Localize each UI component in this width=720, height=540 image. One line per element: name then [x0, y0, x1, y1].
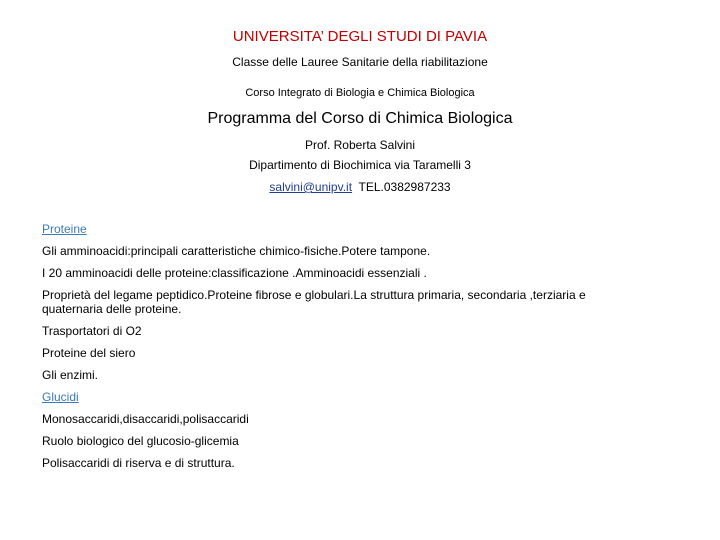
- list-item: Proprietà del legame peptidico.Proteine fibrose e globulari.La struttura primaria, secondaria ,terziaria e quaternaria delle proteine.: [42, 288, 586, 316]
- degree-class: Classe delle Lauree Sanitarie della riabilitazione: [232, 55, 488, 69]
- email-link[interactable]: salvini@unipv.it: [269, 180, 353, 194]
- professor-name: Prof. Roberta Salvini: [304, 138, 416, 152]
- list-item: Ruolo biologico del glucosio-glicemia: [42, 434, 239, 448]
- contact-line: [0, 180, 720, 194]
- list-item: Gli enzimi.: [42, 368, 99, 382]
- program-content: [42, 222, 642, 478]
- list-item: Monosaccaridi,disaccaridi,polisaccaridi: [42, 412, 249, 426]
- program-title: Programma del Corso di Chimica Biologica: [207, 110, 513, 127]
- section-link-glucidi[interactable]: Glucidi: [42, 390, 79, 404]
- list-item: Trasportatori di O2: [42, 324, 142, 338]
- list-item: Polisaccaridi di riserva e di struttura.: [42, 456, 235, 470]
- list-item: Proteine del siero: [42, 346, 136, 360]
- integrated-course: Corso Integrato di Biologia e Chimica Biologica: [245, 87, 475, 99]
- section-link-proteine[interactable]: Proteine: [42, 222, 87, 236]
- list-item: Gli amminoacidi:principali caratteristiche chimico-fisiche.Potere tampone.: [42, 244, 431, 258]
- department-address: Dipartimento di Biochimica via Taramelli 3: [249, 158, 471, 172]
- phone-number: TEL.0382987233: [358, 180, 451, 194]
- university-title: UNIVERSITA’ DEGLI STUDI DI PAVIA: [232, 28, 488, 45]
- list-item: I 20 amminoacidi delle proteine:classificazione .Amminoacidi essenziali .: [42, 266, 427, 280]
